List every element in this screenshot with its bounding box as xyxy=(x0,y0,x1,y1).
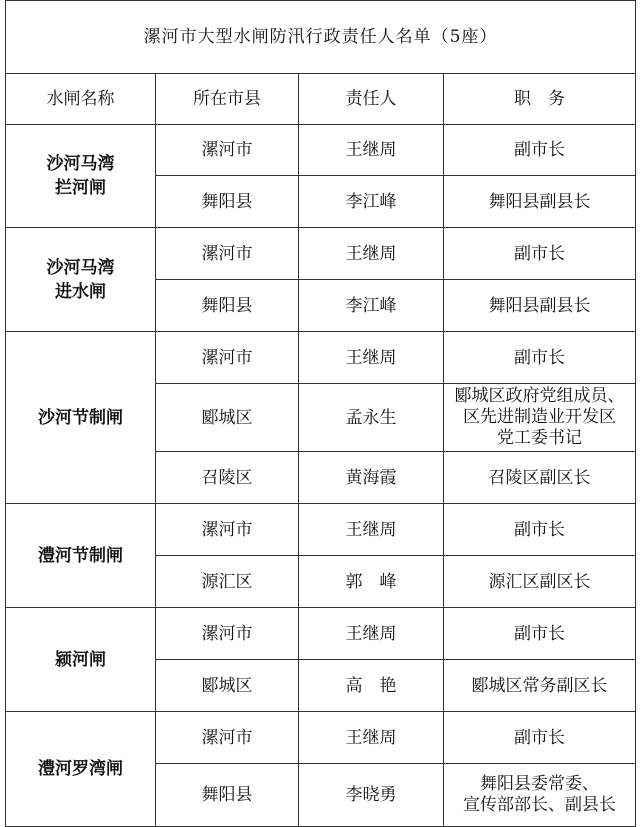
duty-line: 副市长 xyxy=(514,623,565,644)
person-cell: 李江峰 xyxy=(299,176,444,228)
duty-cell xyxy=(444,660,636,712)
header-person: 责任人 xyxy=(299,74,444,125)
person-cell: 王继周 xyxy=(299,228,444,280)
county-cell: 漯河市 xyxy=(156,608,299,660)
table-row xyxy=(6,125,636,176)
county-cell: 郾城区 xyxy=(156,384,299,452)
duty-line: 区先进制造业开发区 xyxy=(463,407,616,427)
table-body xyxy=(6,1,636,827)
gate-name-line: 沙河节制闸 xyxy=(38,407,123,428)
duty-line: 副市长 xyxy=(514,519,565,540)
gate-name-cell xyxy=(6,504,156,608)
header-row xyxy=(6,74,636,125)
header-county: 所在市县 xyxy=(156,74,299,125)
duty-cell xyxy=(444,556,636,608)
gate-name-cell xyxy=(6,608,156,712)
gate-name-line: 澧河罗湾闸 xyxy=(38,759,123,779)
person-cell: 李江峰 xyxy=(299,280,444,332)
duty-cell xyxy=(444,764,636,827)
duty-cell xyxy=(444,452,636,504)
gate-name-line: 进水闸 xyxy=(55,281,106,302)
duty-line: 舞阳县副县长 xyxy=(488,295,591,316)
gate-name-line: 澧河节制闸 xyxy=(38,545,123,566)
county-cell: 漯河市 xyxy=(156,125,299,176)
duty-line: 舞阳县副县长 xyxy=(488,191,591,212)
person-cell: 郭 峰 xyxy=(299,556,444,608)
county-cell: 舞阳县 xyxy=(156,176,299,228)
duty-line: 召陵区副区长 xyxy=(488,467,591,488)
duty-cell xyxy=(444,712,636,764)
gate-name-cell xyxy=(6,228,156,332)
duty-line: 郾城区政府党组成员、 xyxy=(454,386,625,406)
gate-name-cell xyxy=(6,125,156,228)
table-row xyxy=(6,332,636,384)
duty-line: 源汇区副区长 xyxy=(488,571,591,592)
person-cell: 王继周 xyxy=(299,332,444,384)
gate-name-line: 沙河马湾 xyxy=(46,154,115,174)
duty-cell xyxy=(444,332,636,384)
county-cell: 漯河市 xyxy=(156,504,299,556)
title-row xyxy=(6,1,636,74)
table-row xyxy=(6,228,636,280)
person-cell: 王继周 xyxy=(299,504,444,556)
county-cell: 漯河市 xyxy=(156,228,299,280)
duty-cell xyxy=(444,125,636,176)
duty-line: 副市长 xyxy=(514,347,565,368)
duty-line: 郾城区常务副区长 xyxy=(471,675,608,696)
county-cell: 郾城区 xyxy=(156,660,299,712)
person-cell: 孟永生 xyxy=(299,384,444,452)
duty-line: 舞阳县委常委、 xyxy=(480,774,599,794)
table-row xyxy=(6,712,636,764)
county-cell: 漯河市 xyxy=(156,332,299,384)
table-title: 漯河市大型水闸防汛行政责任人名单（5座） xyxy=(6,1,636,74)
table-row xyxy=(6,504,636,556)
table-row xyxy=(6,608,636,660)
person-cell: 高 艳 xyxy=(299,660,444,712)
county-cell: 源汇区 xyxy=(156,556,299,608)
duty-line: 党工委书记 xyxy=(497,428,582,448)
county-cell: 舞阳县 xyxy=(156,280,299,332)
duty-cell xyxy=(444,280,636,332)
person-cell: 王继周 xyxy=(299,712,444,764)
duty-line: 副市长 xyxy=(514,727,565,748)
duty-cell xyxy=(444,176,636,228)
county-cell: 舞阳县 xyxy=(156,764,299,827)
person-cell: 王继周 xyxy=(299,608,444,660)
county-cell: 召陵区 xyxy=(156,452,299,504)
gate-name-line: 拦河闸 xyxy=(55,178,106,198)
duty-line: 副市长 xyxy=(514,140,565,160)
gate-name-line: 沙河马湾 xyxy=(46,257,115,278)
gate-name-cell xyxy=(6,332,156,504)
gate-name-line: 颍河闸 xyxy=(55,649,106,670)
duty-cell xyxy=(444,504,636,556)
duty-line: 宣传部部长、副县长 xyxy=(463,795,616,815)
gate-name-cell xyxy=(6,712,156,827)
duty-cell xyxy=(444,608,636,660)
duty-cell xyxy=(444,384,636,452)
responsibility-table xyxy=(5,0,636,827)
header-duty: 职 务 xyxy=(444,74,636,125)
person-cell: 李晓勇 xyxy=(299,764,444,827)
county-cell: 漯河市 xyxy=(156,712,299,764)
header-gate-name: 水闸名称 xyxy=(6,74,156,125)
person-cell: 黄海霞 xyxy=(299,452,444,504)
duty-cell xyxy=(444,228,636,280)
person-cell: 王继周 xyxy=(299,125,444,176)
duty-line: 副市长 xyxy=(514,243,565,264)
